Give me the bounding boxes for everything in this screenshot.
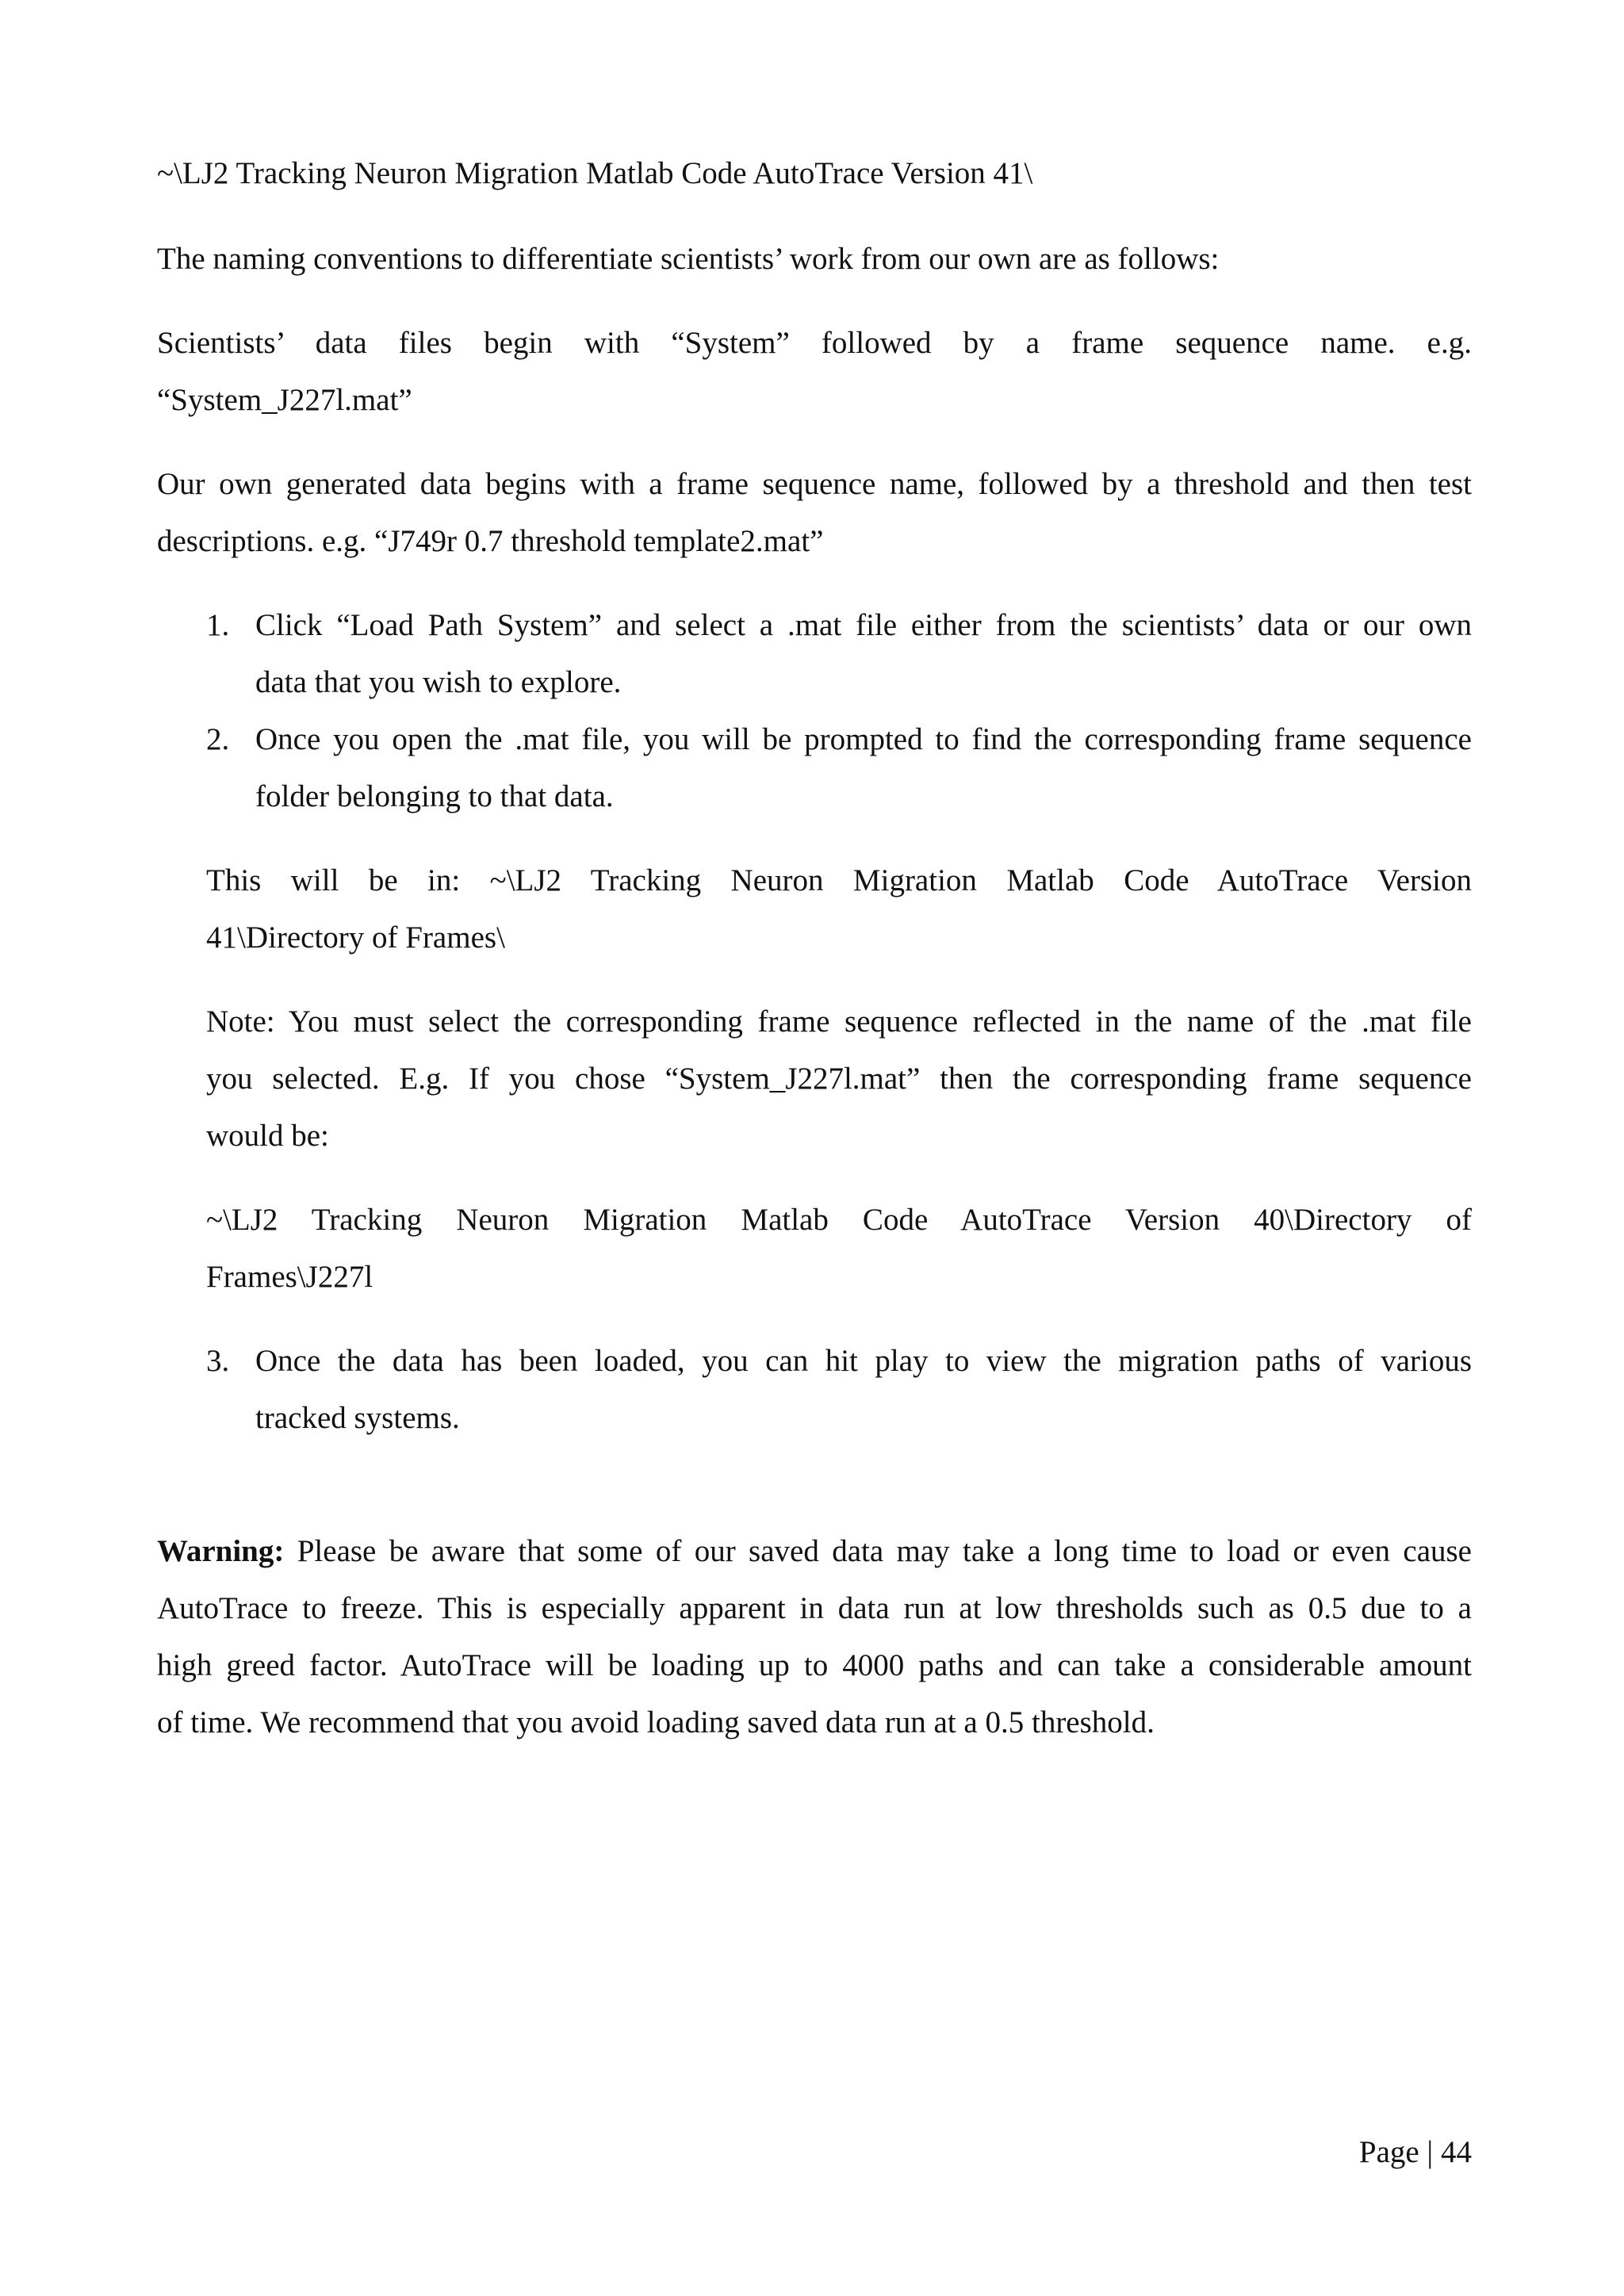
location-line-2: 41\Directory of Frames\ bbox=[206, 920, 505, 955]
step-2-number: 2. bbox=[206, 722, 230, 756]
warning-line-2: AutoTrace to freeze. This is especially apparent in data run at low thresholds such as 0.5 due to a bbox=[157, 1591, 1472, 1625]
warning-text: Please be aware that some of our saved data may take a long time to load or even cause bbox=[284, 1534, 1472, 1568]
header-path: ~\LJ2 Tracking Neuron Migration Matlab Code AutoTrace Version 41\ bbox=[157, 156, 1033, 190]
step-3-number: 3. bbox=[206, 1344, 230, 1378]
step-3-line-2: tracked systems. bbox=[255, 1401, 460, 1435]
step-2-line-1: Once you open the .mat file, you will be prompted to find the corresponding frame sequence bbox=[255, 722, 1472, 756]
step-1-number: 1. bbox=[206, 608, 230, 642]
example-path-line-1: ~\LJ2 Tracking Neuron Migration Matlab Code AutoTrace Version 40\Directory of bbox=[206, 1203, 1472, 1237]
scientists-paragraph-line-2: “System_J227l.mat” bbox=[157, 383, 412, 417]
note-line-3: would be: bbox=[206, 1119, 329, 1153]
warning-label: Warning: bbox=[157, 1534, 285, 1568]
note-line-2: you selected. E.g. If you chose “System_J227l.mat” then the corresponding frame sequence bbox=[206, 1062, 1472, 1096]
location-line-1: This will be in: ~\LJ2 Tracking Neuron Migration Matlab Code AutoTrace Version bbox=[206, 863, 1472, 897]
warning-line-1 bbox=[157, 1533, 1472, 1570]
warning-line-3: high greed factor. AutoTrace will be loading up to 4000 paths and can take a considerable amount bbox=[157, 1648, 1472, 1682]
step-2-line-2: folder belonging to that data. bbox=[255, 779, 614, 813]
own-data-paragraph-line-1: Our own generated data begins with a frame sequence name, followed by a threshold and then test bbox=[157, 467, 1472, 501]
intro-paragraph: The naming conventions to differentiate scientists’ work from our own are as follows: bbox=[157, 242, 1220, 276]
own-data-paragraph-line-2: descriptions. e.g. “J749r 0.7 threshold template2.mat” bbox=[157, 524, 824, 558]
step-1-line-2: data that you wish to explore. bbox=[255, 665, 622, 699]
note-line-1: Note: You must select the corresponding frame sequence reflected in the name of the .mat file bbox=[206, 1004, 1472, 1039]
example-path-line-2: Frames\J227l bbox=[206, 1260, 373, 1294]
step-1-line-1: Click “Load Path System” and select a .mat file either from the scientists’ data or our own bbox=[255, 608, 1472, 642]
step-3-line-1: Once the data has been loaded, you can hit play to view the migration paths of various bbox=[255, 1344, 1472, 1378]
warning-line-4: of time. We recommend that you avoid loading saved data run at a 0.5 threshold. bbox=[157, 1705, 1155, 1739]
page-number: Page | 44 bbox=[1358, 2135, 1472, 2169]
scientists-paragraph-line-1: Scientists’ data files begin with “System” followed by a frame sequence name. e.g. bbox=[157, 326, 1472, 360]
